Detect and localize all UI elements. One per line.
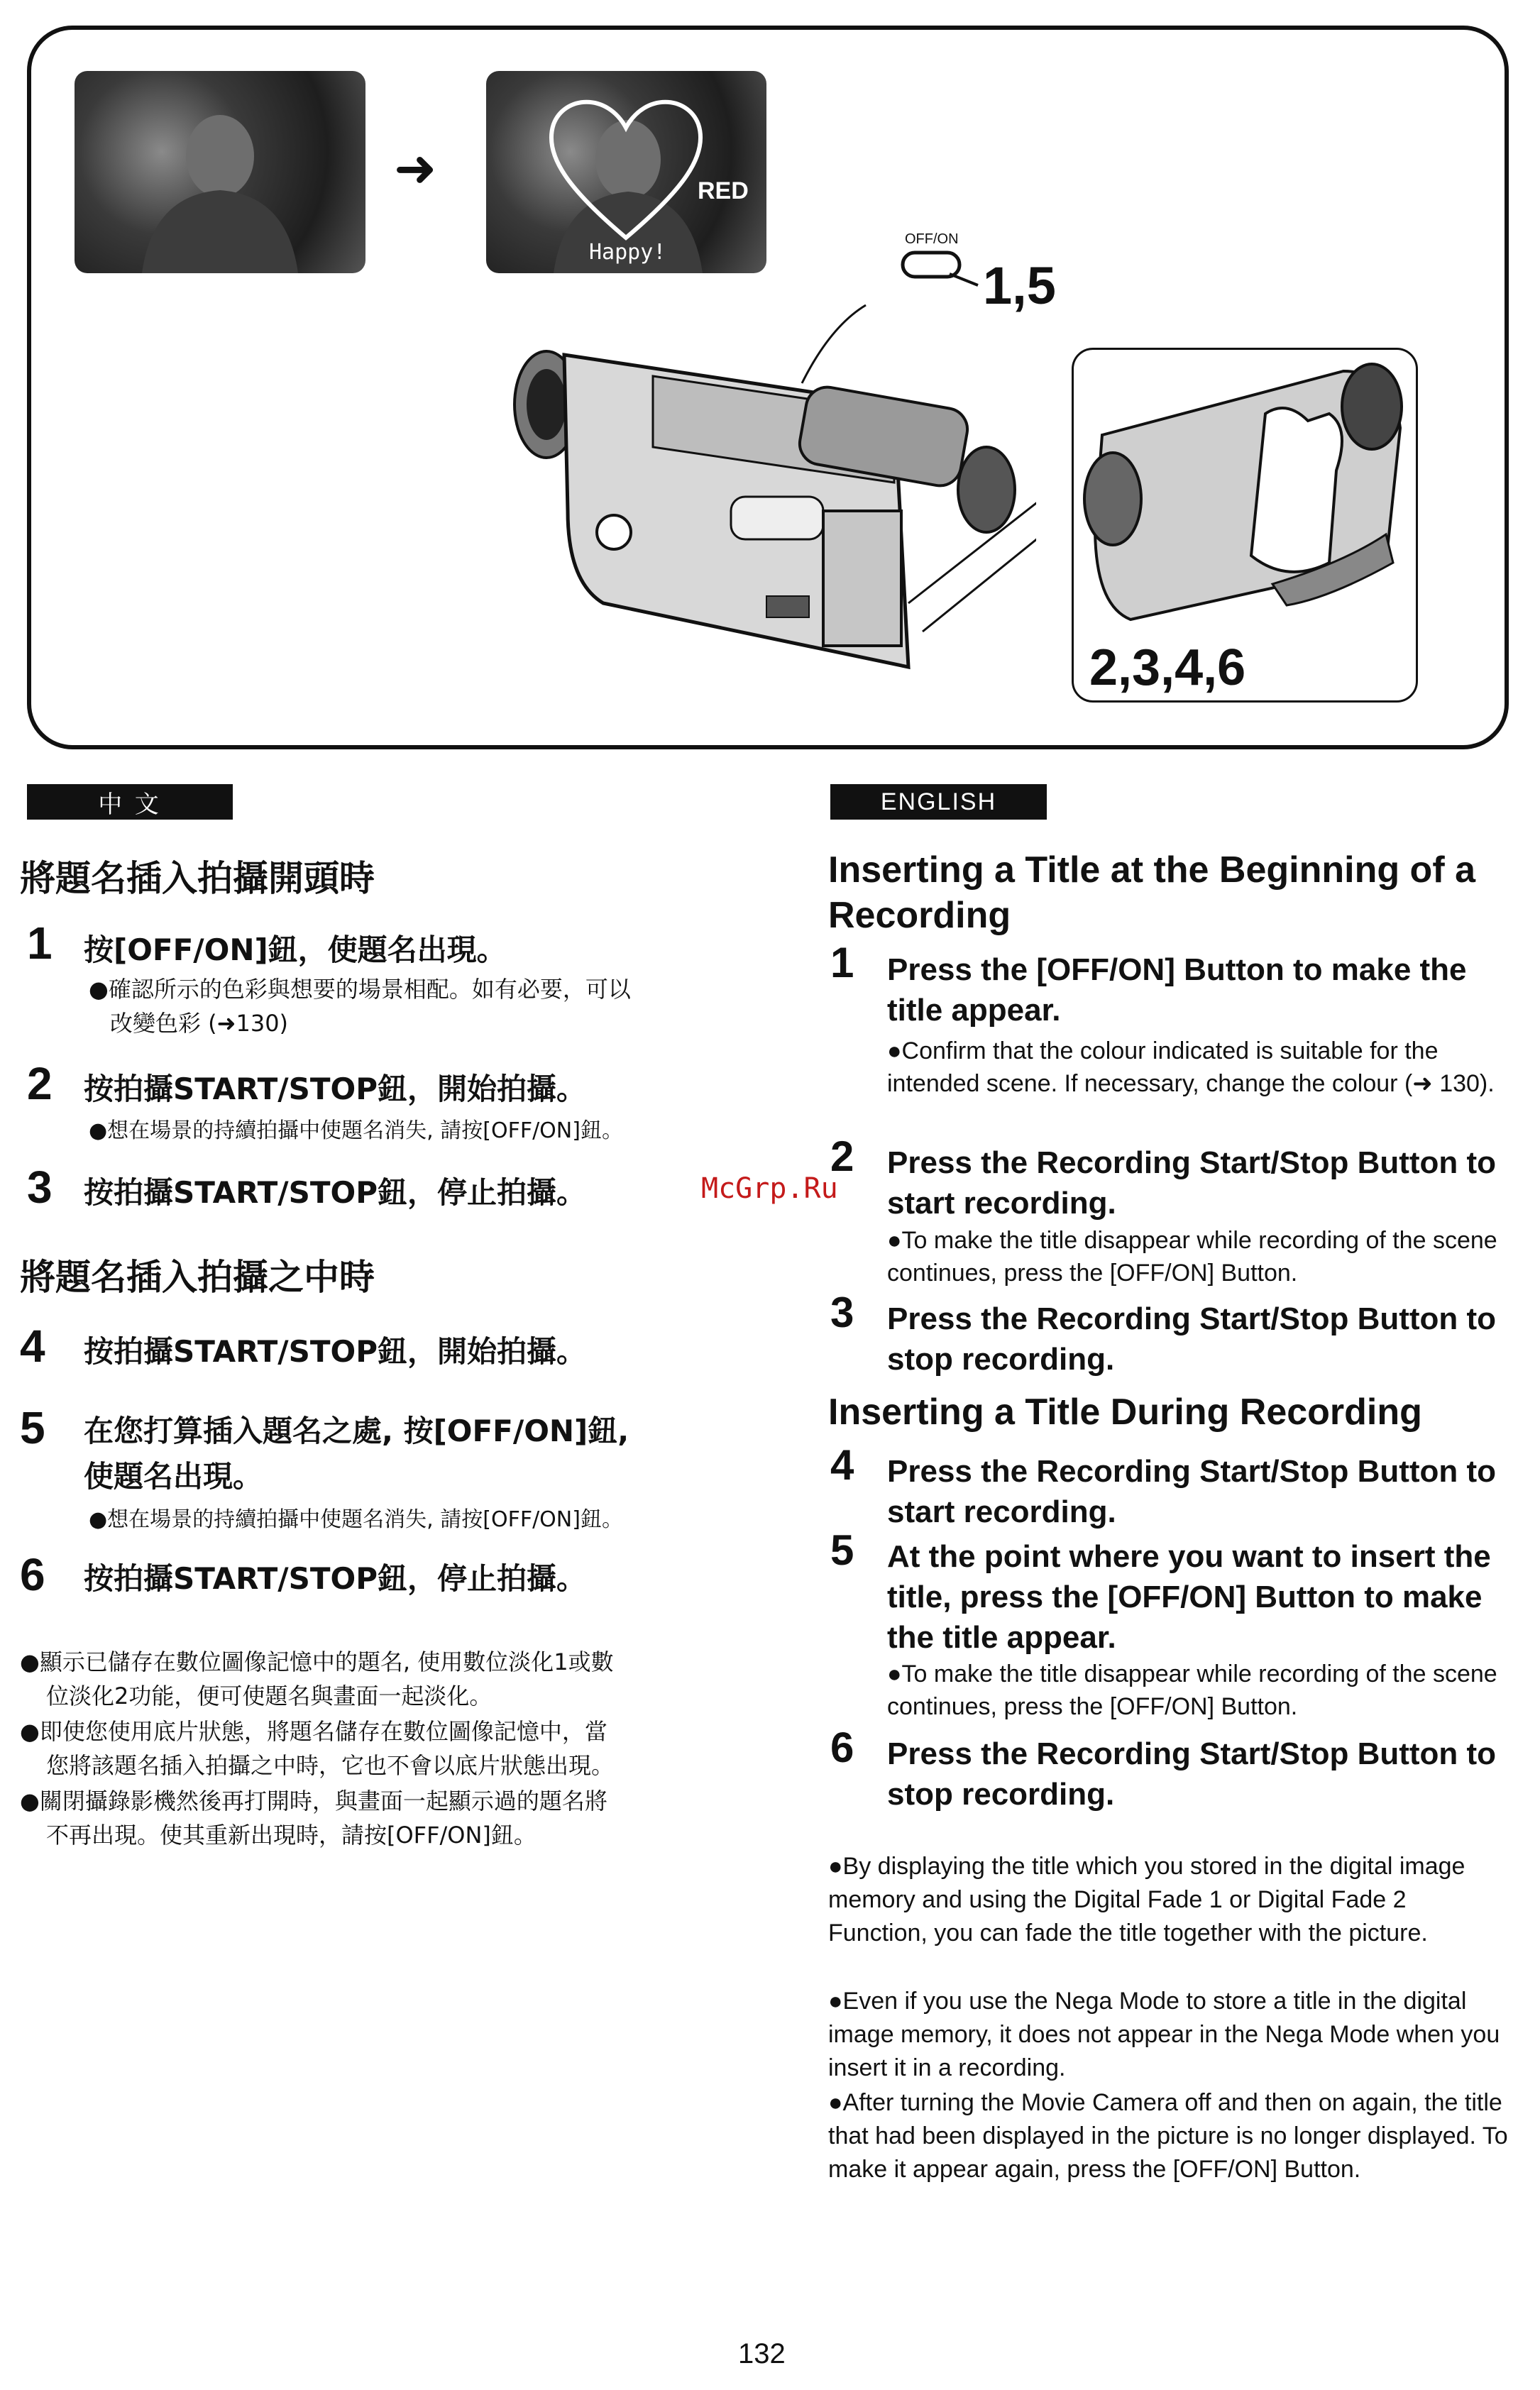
zh-step-2-number: 2 (27, 1058, 53, 1109)
english-section-label: ENGLISH (830, 784, 1047, 820)
en-step-3-number: 3 (830, 1289, 854, 1336)
page-number: 132 (738, 2338, 786, 2369)
en-heading-during: Inserting a Title During Recording (828, 1392, 1422, 1433)
zh-bullet-1a: ●顯示已儲存在數位圖像記憶中的題名, 使用數位淡化1或數 (20, 1648, 614, 1675)
zh-step-6-number: 6 (20, 1549, 45, 1600)
callout-steps-1-5: 1,5 (983, 256, 1056, 315)
en-step-4-number: 4 (830, 1441, 854, 1489)
zh-step-1-text: 按[OFF/ON]鈕，使題名出現。 (84, 932, 507, 967)
en-step-3-text: Press the Recording Start/Stop Button to stop recording. (887, 1301, 1497, 1377)
zh-bullet-2a: ●即使您使用底片狀態，將題名儲存在數位圖像記憶中，當 (20, 1718, 607, 1745)
zh-bullet-3b: 不再出現。使其重新出現時，請按[OFF/ON]鈕。 (46, 1822, 537, 1849)
zh-heading-during: 將題名插入拍攝之中時 (20, 1257, 375, 1298)
off-on-button-icon (900, 248, 985, 291)
en-step-5-number: 5 (830, 1526, 854, 1574)
en-step-2-note: ●To make the title disappear while recording of the scene continues, press the [OFF/ON] Button. (887, 1227, 1497, 1287)
overlay-red-text: RED (698, 177, 749, 204)
en-bullet-2: ●Even if you use the Nega Mode to store a title in the digital image memory, it does not appear in the Nega Mode when you insert it in a recording. (828, 1988, 1500, 2081)
arrow-right-icon: ➜ (394, 141, 437, 197)
zh-step-3-number: 3 (27, 1162, 53, 1213)
screen-before-thumbnail (75, 71, 365, 273)
en-bullet-3: ●After turning the Movie Camera off and then on again, the title that had been displayed in the picture is no longer displayed. To make it appear again, press the [OFF/ON] Button. (828, 2089, 1508, 2183)
zh-bullet-2b: 您將該題名插入拍攝之中時，它也不會以底片狀態出現。 (46, 1752, 615, 1779)
en-step-5-note: ●To make the title disappear while recording of the scene continues, press the [OFF/ON] Button. (887, 1661, 1497, 1720)
en-step-1-note: ●Confirm that the colour indicated is suitable for the intended scene. If necessary, change the colour (➜ 130). (887, 1037, 1495, 1097)
zh-step-5-number: 5 (20, 1402, 45, 1453)
zh-step-6-text: 按拍攝START/STOP鈕，停止拍攝。 (84, 1561, 586, 1596)
overlay-happy-text: Happy! (589, 240, 666, 265)
en-step-2-number: 2 (830, 1133, 854, 1180)
screen-after-thumbnail (486, 71, 766, 273)
en-step-1-text: Press the [OFF/ON] Button to make the title appear. (887, 952, 1467, 1028)
zh-step-1-note-2: 改變色彩 (➜130) (110, 1010, 289, 1037)
camcorder-illustration (497, 298, 1036, 703)
zh-step-4-number: 4 (20, 1321, 45, 1372)
callout-steps-2-3-4-6: 2,3,4,6 (1089, 639, 1246, 696)
en-step-6-number: 6 (830, 1724, 854, 1771)
zh-step-1-note: ●確認所示的色彩與想要的場景相配。如有必要，可以 (89, 976, 631, 1003)
zh-step-2-note: ●想在場景的持續拍攝中使題名消失, 請按[OFF/ON]鈕。 (89, 1118, 623, 1143)
chinese-section-label: 中 文 (27, 784, 233, 820)
en-step-2-text: Press the Recording Start/Stop Button to start recording. (887, 1145, 1497, 1221)
zh-heading-beginning: 將題名插入拍攝開頭時 (20, 858, 375, 899)
watermark-text: McGrp.Ru (701, 1172, 838, 1205)
zh-step-5-text-2: 使題名出現。 (84, 1459, 263, 1494)
zh-step-4-text: 按拍攝START/STOP鈕，開始拍攝。 (84, 1334, 586, 1369)
en-step-1-number: 1 (830, 939, 854, 986)
zh-step-5-text: 在您打算插入題名之處, 按[OFF/ON]鈕, (84, 1414, 629, 1448)
zh-step-5-note: ●想在場景的持續拍攝中使題名消失, 請按[OFF/ON]鈕。 (89, 1507, 623, 1532)
zh-step-3-text: 按拍攝START/STOP鈕，停止拍攝。 (84, 1175, 586, 1210)
off-on-button-label: OFF/ON (905, 231, 959, 247)
en-step-6-text: Press the Recording Start/Stop Button to stop recording. (887, 1736, 1497, 1812)
zh-bullet-3a: ●關閉攝錄影機然後再打開時，與畫面一起顯示過的題名將 (20, 1788, 607, 1814)
en-bullet-1: ●By displaying the title which you stored in the digital image memory and using the Digital Fade 1 or Digital Fade 2 Function, you can fade the title together with the picture. (828, 1853, 1465, 1946)
en-step-5-text: At the point where you want to insert the title, press the [OFF/ON] Button to make the title appear. (887, 1539, 1491, 1655)
zh-step-2-text: 按拍攝START/STOP鈕，開始拍攝。 (84, 1072, 586, 1106)
en-heading-beginning: Inserting a Title at the Beginning of a Recording (828, 849, 1476, 936)
zh-bullet-1b: 位淡化2功能，便可使題名與畫面一起淡化。 (46, 1683, 493, 1709)
en-step-4-text: Press the Recording Start/Stop Button to start recording. (887, 1454, 1497, 1529)
zh-step-1-number: 1 (27, 918, 53, 969)
